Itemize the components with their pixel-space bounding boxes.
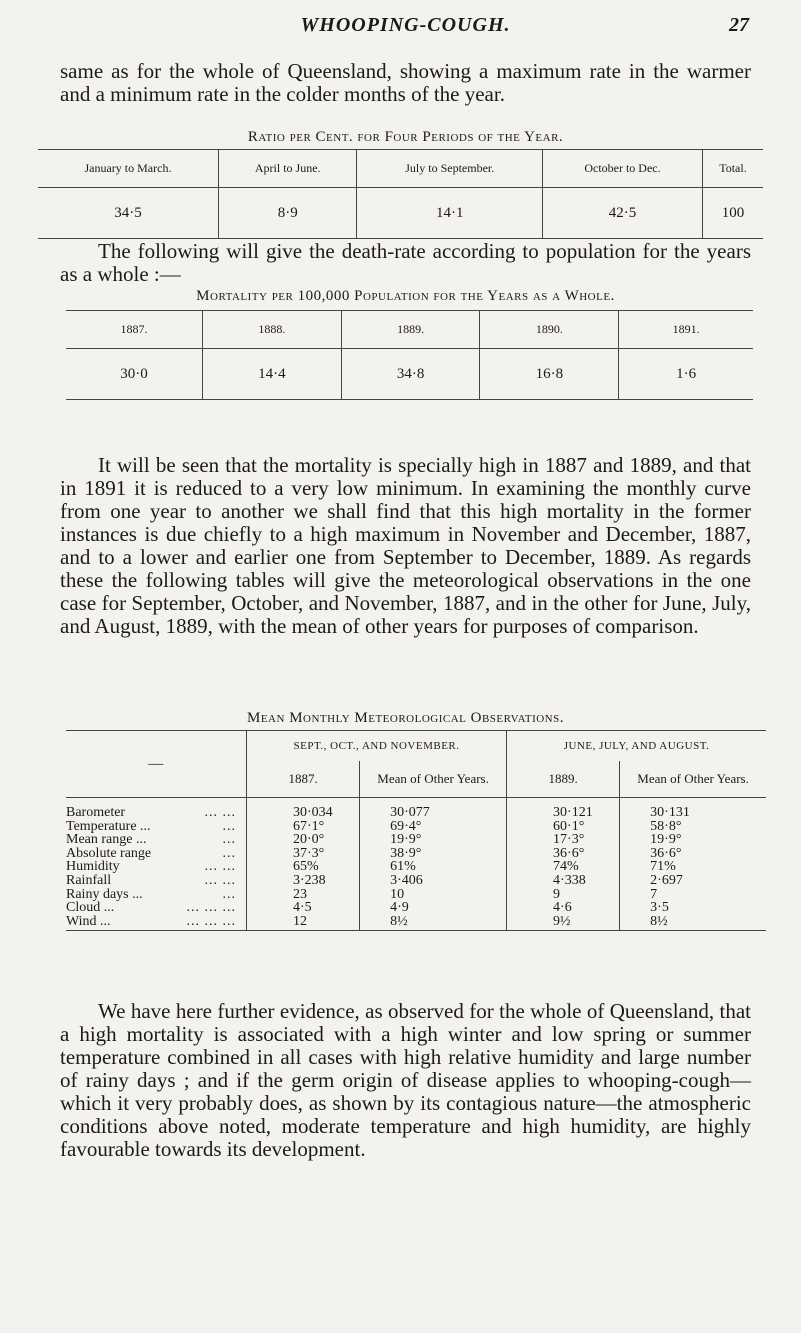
met-row-rainy-days — [66, 888, 766, 902]
ratio-header-total: Total. — [702, 150, 763, 188]
met-row-absolute-range — [66, 847, 766, 861]
met-value-cell: 36·6° — [620, 847, 766, 861]
mortality-header-1889: 1889. — [341, 311, 480, 349]
met-row-leader-dots: ... ... — [204, 859, 236, 875]
met-row-barometer — [66, 798, 766, 820]
ratio-value-total: 100 — [702, 188, 763, 239]
met-value-cell: 12 — [247, 915, 360, 931]
mortality-table-header-row — [66, 311, 753, 349]
met-row-label: Wind ... — [66, 913, 111, 929]
mortality-header-1888: 1888. — [202, 311, 341, 349]
met-value-cell: 19·9° — [360, 833, 507, 847]
ratio-table-header-row — [38, 150, 763, 188]
ratio-header-q2: April to June. — [218, 150, 357, 188]
paragraph-conclusion: We have here further evidence, as observed for the whole of Queensland, that a high mortality is associated with a high winter and low spring or summer temperature combined in all cases with high relative humidity and large number of rainy days ; and if the germ origin of disease applies to whooping-cough—which it very probably does, as shown by its contagious nature—the atmospheric conditions above noted, moderate temperature and high humidity, are highly favourable towards its development. — [60, 999, 751, 1161]
met-row-label-cell — [66, 798, 247, 820]
met-value-cell: 23 — [247, 888, 360, 902]
met-group-header-row — [66, 731, 766, 762]
met-subheader-mean-1: Mean of Other Years. — [360, 761, 507, 798]
met-row-label-cell — [66, 901, 247, 915]
met-value-cell: 30·034 — [247, 798, 360, 820]
met-row-label-cell — [66, 888, 247, 902]
meteorological-table — [66, 730, 766, 931]
table1-caption: Ratio per Cent. for Four Periods of the Year. — [247, 129, 564, 145]
met-row-wind — [66, 915, 766, 931]
met-row-label-cell — [66, 847, 247, 861]
met-value-cell: 67·1° — [247, 820, 360, 834]
paragraph-analysis: It will be seen that the mortality is specially high in 1887 and 1889, and that in 1891 it is reduced to a very low minimum. In examining the monthly curve from one year to another we shall find that this high mortality in the former instances is due chiefly to a high maximum in November and December, 1887, and to a lower and earlier one from September to December, 1889. As regards these the following tables will give the meteorological observations in the one case for September, October, and November, 1887, and in the other for June, July, and August, 1889, with the mean of other years for purposes of comparison. — [60, 453, 751, 638]
met-value-cell: 17·3° — [507, 833, 620, 847]
met-value-cell: 19·9° — [620, 833, 766, 847]
met-value-cell: 36·6° — [507, 847, 620, 861]
met-value-cell: 30·121 — [507, 798, 620, 820]
met-corner-dash: — — [66, 731, 247, 798]
met-value-cell: 3·406 — [360, 874, 507, 888]
ratio-value-q4: 42·5 — [543, 188, 703, 239]
met-row-humidity — [66, 860, 766, 874]
mortality-table-value-row — [66, 349, 753, 400]
met-value-cell: 2·697 — [620, 874, 766, 888]
ratio-table-value-row — [38, 188, 763, 239]
met-value-cell: 60·1° — [507, 820, 620, 834]
met-group-1889: JUNE, JULY, AND AUGUST. — [507, 731, 766, 762]
met-value-cell: 58·8° — [620, 820, 766, 834]
met-value-cell: 8½ — [360, 915, 507, 931]
met-row-leader-dots: ... ... ... — [186, 900, 236, 916]
met-row-leader-dots: ... ... ... — [186, 913, 236, 929]
met-value-cell: 4·9 — [360, 901, 507, 915]
met-value-cell: 38·9° — [360, 847, 507, 861]
page-number: 27 — [729, 14, 749, 36]
met-row-label-cell — [66, 820, 247, 834]
met-value-cell: 30·077 — [360, 798, 507, 820]
met-value-cell: 9½ — [507, 915, 620, 931]
mortality-table — [66, 310, 753, 400]
met-row-leader-dots: ... ... — [204, 872, 236, 888]
met-row-label: Mean range ... — [66, 832, 147, 848]
mortality-value-1891: 1·6 — [619, 349, 753, 400]
met-value-cell: 3·5 — [620, 901, 766, 915]
met-value-cell: 30·131 — [620, 798, 766, 820]
met-row-leader-dots: ... ... — [204, 805, 236, 820]
mortality-value-1890: 16·8 — [480, 349, 619, 400]
met-row-label: Rainy days ... — [66, 886, 143, 902]
ratio-value-q2: 8·9 — [218, 188, 357, 239]
met-row-mean-range — [66, 833, 766, 847]
mortality-value-1887: 30·0 — [66, 349, 202, 400]
mortality-value-1888: 14·4 — [202, 349, 341, 400]
met-row-label-cell — [66, 860, 247, 874]
met-subheader-1889: 1889. — [507, 761, 620, 798]
running-title: WHOOPING-COUGH. — [300, 14, 511, 36]
paragraph-intro: same as for the whole of Queensland, showing a maximum rate in the warmer and a minimum rate in the colder months of the year. — [60, 59, 751, 106]
met-value-cell: 65% — [247, 860, 360, 874]
mortality-header-1890: 1890. — [480, 311, 619, 349]
met-table-body — [66, 798, 766, 931]
ratio-table — [38, 149, 763, 239]
met-value-cell: 74% — [507, 860, 620, 874]
met-row-temperature — [66, 820, 766, 834]
mortality-header-1887: 1887. — [66, 311, 202, 349]
mortality-header-1891: 1891. — [619, 311, 753, 349]
ratio-header-q1: January to March. — [38, 150, 218, 188]
met-row-leader-dots: ... — [222, 818, 236, 834]
paragraph-deathrate: The following will give the death-rate according to population for the years as a whole :— — [60, 239, 751, 286]
running-head — [60, 14, 751, 40]
ratio-value-q1: 34·5 — [38, 188, 218, 239]
met-row-label-cell — [66, 874, 247, 888]
ratio-header-q4: October to Dec. — [543, 150, 703, 188]
table2-caption: Mortality per 100,000 Population for the Years as a Whole. — [196, 288, 615, 304]
met-value-cell: 37·3° — [247, 847, 360, 861]
table3-caption: Mean Monthly Meteorological Observations. — [247, 710, 564, 726]
met-subheader-mean-2: Mean of Other Years. — [620, 761, 766, 798]
met-row-leader-dots: ... — [222, 832, 236, 848]
met-value-cell: 9 — [507, 888, 620, 902]
met-row-label: Cloud ... — [66, 900, 115, 916]
met-value-cell: 20·0° — [247, 833, 360, 847]
met-row-rainfall — [66, 874, 766, 888]
met-row-label: Rainfall — [66, 872, 112, 888]
mortality-value-1889: 34·8 — [341, 349, 480, 400]
met-row-leader-dots: ... — [222, 886, 236, 902]
met-row-label: Temperature ... — [66, 818, 151, 834]
met-value-cell: 4·338 — [507, 874, 620, 888]
ratio-value-q3: 14·1 — [357, 188, 543, 239]
met-value-cell: 7 — [620, 888, 766, 902]
met-row-label: Absolute range — [66, 845, 152, 861]
met-value-cell: 71% — [620, 860, 766, 874]
met-value-cell: 8½ — [620, 915, 766, 931]
met-row-label: Humidity — [66, 859, 120, 875]
met-value-cell: 4·6 — [507, 901, 620, 915]
met-row-leader-dots: ... — [222, 845, 236, 861]
met-row-label-cell — [66, 833, 247, 847]
met-subheader-1887: 1887. — [247, 761, 360, 798]
ratio-header-q3: July to September. — [357, 150, 543, 188]
met-value-cell: 61% — [360, 860, 507, 874]
met-value-cell: 69·4° — [360, 820, 507, 834]
met-value-cell: 3·238 — [247, 874, 360, 888]
met-value-cell: 4·5 — [247, 901, 360, 915]
met-row-label-cell — [66, 915, 247, 931]
met-group-1887: SEPT., OCT., AND NOVEMBER. — [247, 731, 507, 762]
met-row-cloud — [66, 901, 766, 915]
met-row-label: Barometer — [66, 805, 126, 820]
met-value-cell: 10 — [360, 888, 507, 902]
